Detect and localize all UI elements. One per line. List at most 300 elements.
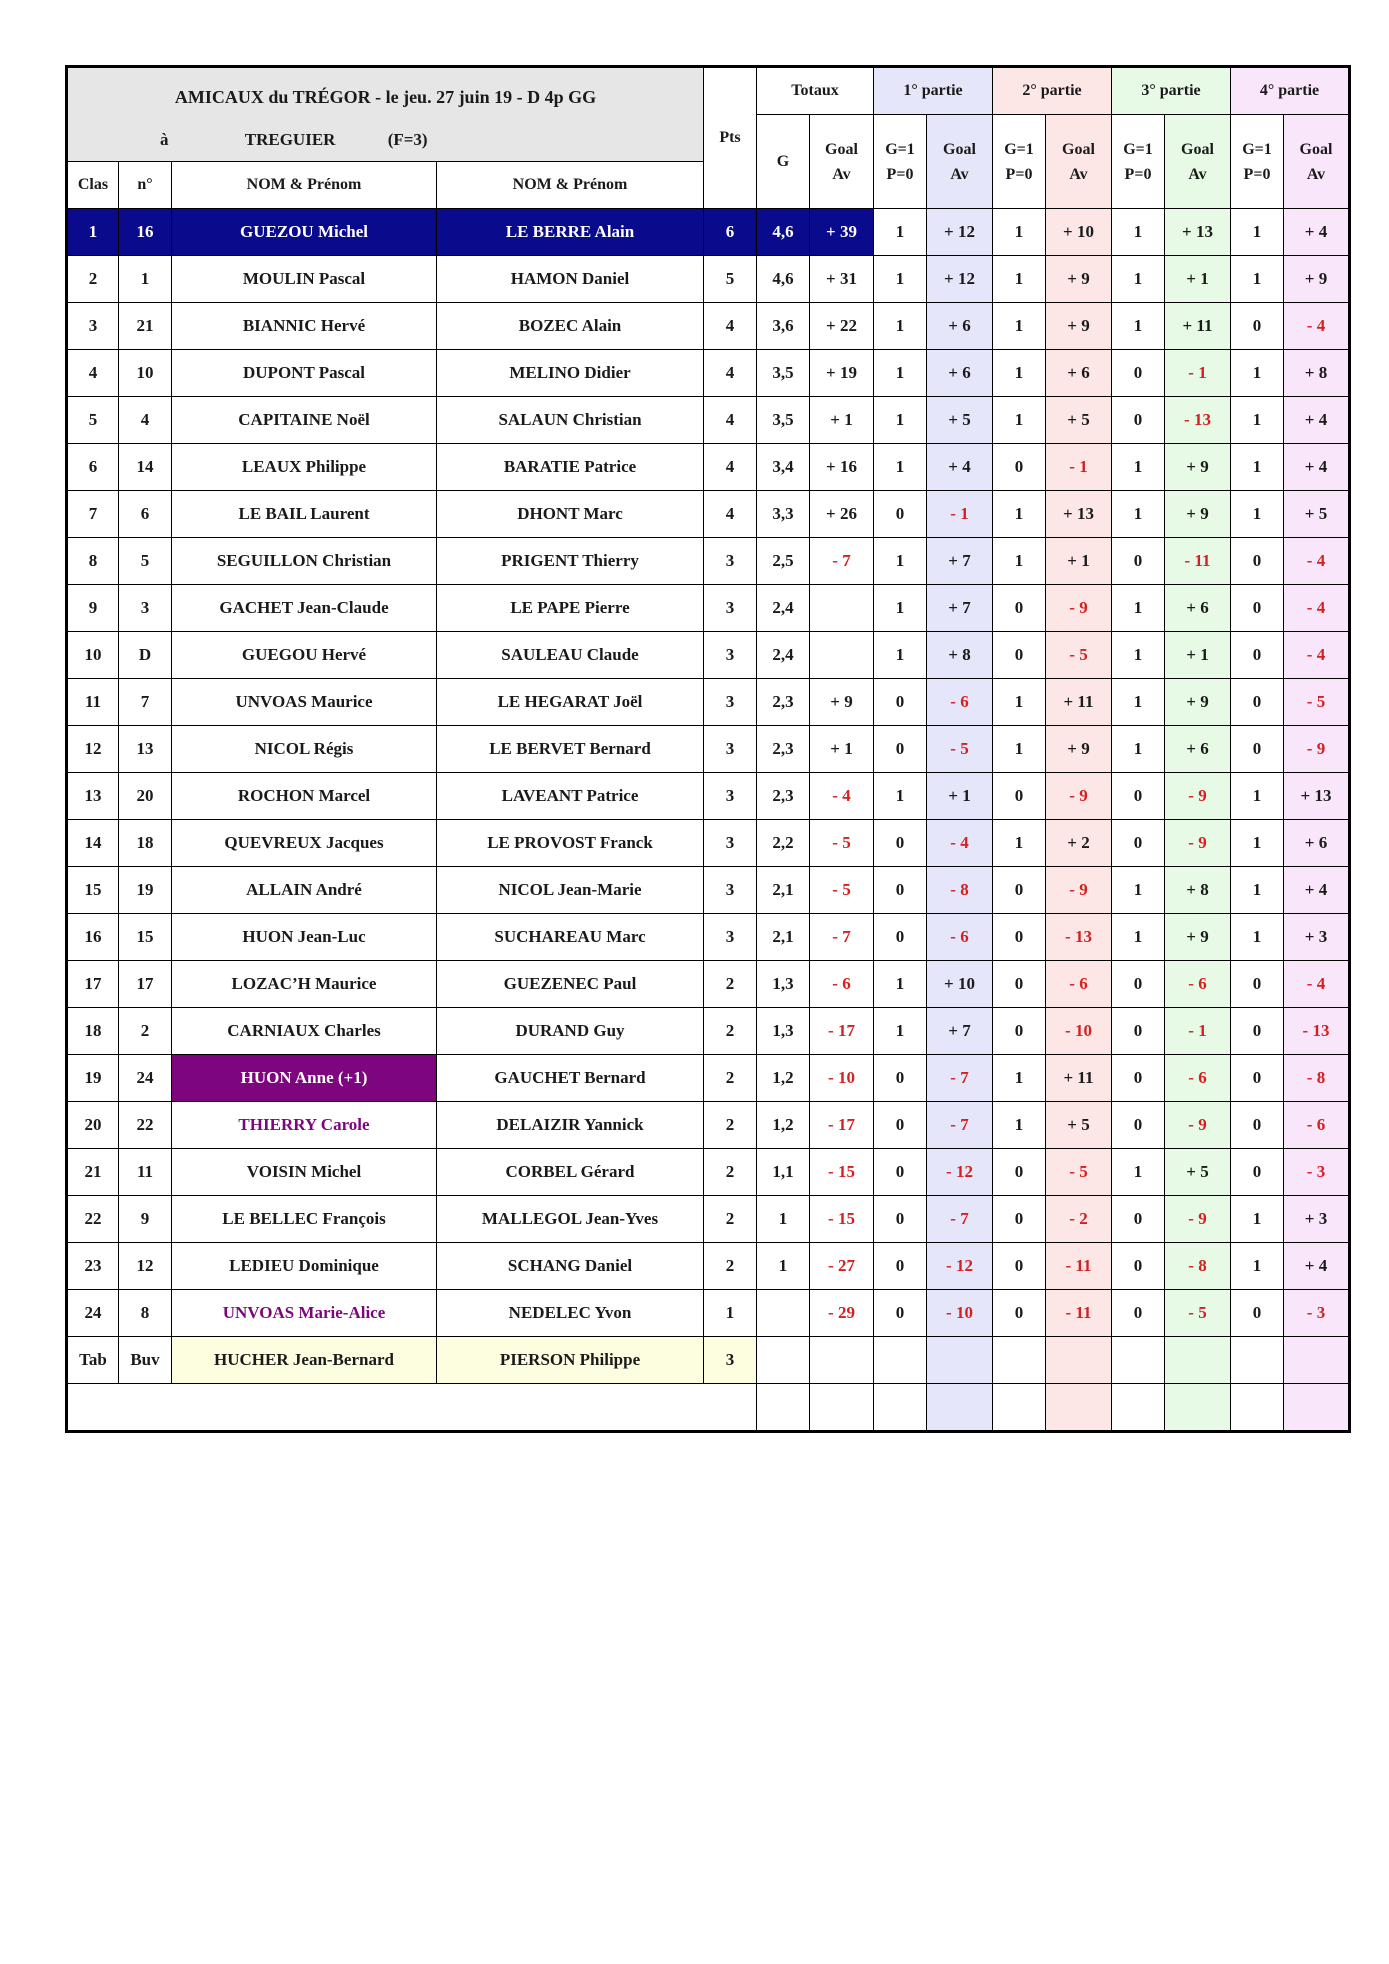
empty-cell — [1046, 1384, 1112, 1432]
partie4-result: 0 — [1231, 538, 1284, 585]
partie4-goal: + 4 — [1284, 444, 1350, 491]
partie4-result: 0 — [1231, 632, 1284, 679]
partie1-result: 1 — [874, 538, 927, 585]
player1-name: LOZAC’H Maurice — [172, 961, 437, 1008]
goal-average-cell: - 27 — [810, 1243, 874, 1290]
partie3-result: 0 — [1112, 820, 1165, 867]
player2-name: DELAIZIR Yannick — [437, 1102, 704, 1149]
partie1-result: 0 — [874, 914, 927, 961]
partie3-goal: + 1 — [1165, 256, 1231, 303]
goal-average-cell: + 9 — [810, 679, 874, 726]
partie2-goal: + 5 — [1046, 1102, 1112, 1149]
rank-cell: 10 — [67, 632, 119, 679]
partie4-result: 0 — [1231, 585, 1284, 632]
partie3-result: 0 — [1112, 773, 1165, 820]
partie4-goal: + 4 — [1284, 397, 1350, 444]
goal-average-cell: + 16 — [810, 444, 874, 491]
partie3-result: 0 — [1112, 1290, 1165, 1337]
partie2-goal: - 9 — [1046, 773, 1112, 820]
g-cell: 3,5 — [757, 397, 810, 444]
goal-header: Goal Av — [810, 115, 874, 209]
player1-name: CARNIAUX Charles — [172, 1008, 437, 1055]
partie3-goal: - 9 — [1165, 773, 1231, 820]
partie1-result: 0 — [874, 1102, 927, 1149]
partie1-result: 1 — [874, 256, 927, 303]
partie3-goal: - 9 — [1165, 1102, 1231, 1149]
number-cell: 22 — [119, 1102, 172, 1149]
partie2-result: 1 — [993, 538, 1046, 585]
g-cell: 2,5 — [757, 538, 810, 585]
partie1-goal: + 1 — [927, 773, 993, 820]
partie2-result: 0 — [993, 867, 1046, 914]
number-cell: 5 — [119, 538, 172, 585]
footer-player1: HUCHER Jean-Bernard — [172, 1337, 437, 1384]
partie1-result: 0 — [874, 1243, 927, 1290]
partie2-result: 1 — [993, 726, 1046, 773]
partie3-goal: - 9 — [1165, 820, 1231, 867]
goal-average-cell: - 5 — [810, 867, 874, 914]
player2-name: SUCHAREAU Marc — [437, 914, 704, 961]
rank-cell: 9 — [67, 585, 119, 632]
partie4-result: 1 — [1231, 256, 1284, 303]
player1-name: CAPITAINE Noël — [172, 397, 437, 444]
table-row — [67, 632, 1350, 679]
partie4-result: 1 — [1231, 867, 1284, 914]
partie3-result: 0 — [1112, 1196, 1165, 1243]
g-cell: 3,4 — [757, 444, 810, 491]
number-cell: 17 — [119, 961, 172, 1008]
table-row — [67, 1149, 1350, 1196]
partie2-goal: - 11 — [1046, 1290, 1112, 1337]
g-cell: 2,4 — [757, 585, 810, 632]
table-row — [67, 350, 1350, 397]
partie2-result: 1 — [993, 303, 1046, 350]
table-row — [67, 1008, 1350, 1055]
partie4-result: 1 — [1231, 1196, 1284, 1243]
goal-average-cell: + 26 — [810, 491, 874, 538]
g-cell: 2,2 — [757, 820, 810, 867]
partie2-goal: - 2 — [1046, 1196, 1112, 1243]
empty-cell — [1284, 1384, 1350, 1432]
partie2-goal: - 9 — [1046, 585, 1112, 632]
player2-name: LE HEGARAT Joël — [437, 679, 704, 726]
player1-name: LE BAIL Laurent — [172, 491, 437, 538]
points-cell: 2 — [704, 1102, 757, 1149]
player1-name: LEDIEU Dominique — [172, 1243, 437, 1290]
partie2-result: 1 — [993, 679, 1046, 726]
partie2-goal: + 11 — [1046, 679, 1112, 726]
partie4-goal: - 4 — [1284, 303, 1350, 350]
partie1-goal: + 8 — [927, 632, 993, 679]
number-cell: D — [119, 632, 172, 679]
partie2-header: 2° partie — [993, 67, 1112, 115]
table-row — [67, 538, 1350, 585]
table-row — [67, 867, 1350, 914]
partie3-result: 1 — [1112, 867, 1165, 914]
player1-name: VOISIN Michel — [172, 1149, 437, 1196]
partie3-goal: + 1 — [1165, 632, 1231, 679]
partie2-goal: + 9 — [1046, 256, 1112, 303]
partie3-header: 3° partie — [1112, 67, 1231, 115]
totaux-header: Totaux — [757, 67, 874, 115]
partie1-goal: + 6 — [927, 350, 993, 397]
rank-cell: 24 — [67, 1290, 119, 1337]
partie1-goal: - 1 — [927, 491, 993, 538]
number-cell: 1 — [119, 256, 172, 303]
partie2-goal: - 13 — [1046, 914, 1112, 961]
goal-average-cell: - 17 — [810, 1102, 874, 1149]
partie4-goal: + 4 — [1284, 867, 1350, 914]
points-cell: 6 — [704, 209, 757, 256]
partie4-result: 0 — [1231, 1102, 1284, 1149]
partie3-result: 0 — [1112, 961, 1165, 1008]
g-header: G — [757, 115, 810, 209]
rank-cell: 19 — [67, 1055, 119, 1102]
player2-name: DURAND Guy — [437, 1008, 704, 1055]
empty-cell — [927, 1337, 993, 1384]
partie2-goal: + 6 — [1046, 350, 1112, 397]
rank-cell: 14 — [67, 820, 119, 867]
player2-name: LE BERRE Alain — [437, 209, 704, 256]
goal-average-cell: + 31 — [810, 256, 874, 303]
partie3-result: 0 — [1112, 1055, 1165, 1102]
partie4-result: 1 — [1231, 1243, 1284, 1290]
rank-cell: 18 — [67, 1008, 119, 1055]
player1-name: THIERRY Carole — [172, 1102, 437, 1149]
points-cell: 2 — [704, 961, 757, 1008]
p3-gp-header: G=1 P=0 — [1112, 115, 1165, 209]
partie4-result: 1 — [1231, 444, 1284, 491]
number-cell: 9 — [119, 1196, 172, 1243]
empty-cell — [757, 1337, 810, 1384]
title-block — [67, 67, 704, 162]
rank-cell: 3 — [67, 303, 119, 350]
number-cell: 2 — [119, 1008, 172, 1055]
partie4-result: 1 — [1231, 491, 1284, 538]
page-title: AMICAUX du TRÉGOR - le jeu. 27 juin 19 - D 4p GG — [174, 87, 597, 107]
g-cell: 1 — [757, 1243, 810, 1290]
partie1-result: 1 — [874, 303, 927, 350]
player1-name: NICOL Régis — [172, 726, 437, 773]
partie3-goal: + 5 — [1165, 1149, 1231, 1196]
number-cell: 3 — [119, 585, 172, 632]
partie2-goal: + 11 — [1046, 1055, 1112, 1102]
partie1-goal: - 4 — [927, 820, 993, 867]
partie3-result: 0 — [1112, 1102, 1165, 1149]
goal-average-cell: - 4 — [810, 773, 874, 820]
nom1-header: NOM & Prénom — [172, 162, 437, 209]
g-cell: 4,6 — [757, 256, 810, 303]
partie2-result: 0 — [993, 1243, 1046, 1290]
partie4-header: 4° partie — [1231, 67, 1350, 115]
partie2-goal: - 10 — [1046, 1008, 1112, 1055]
rank-cell: 12 — [67, 726, 119, 773]
partie3-result: 1 — [1112, 914, 1165, 961]
empty-row — [67, 1384, 1350, 1432]
partie2-goal: + 2 — [1046, 820, 1112, 867]
partie1-goal: - 6 — [927, 914, 993, 961]
partie4-result: 0 — [1231, 1290, 1284, 1337]
goal-average-cell — [810, 585, 874, 632]
number-cell: 19 — [119, 867, 172, 914]
partie2-goal: - 5 — [1046, 632, 1112, 679]
partie2-goal: + 13 — [1046, 491, 1112, 538]
points-cell: 3 — [704, 538, 757, 585]
points-cell: 4 — [704, 491, 757, 538]
g-cell — [757, 1290, 810, 1337]
player1-name: SEGUILLON Christian — [172, 538, 437, 585]
g-cell: 4,6 — [757, 209, 810, 256]
number-cell: 7 — [119, 679, 172, 726]
partie1-result: 1 — [874, 209, 927, 256]
partie3-result: 1 — [1112, 585, 1165, 632]
partie3-goal: - 1 — [1165, 350, 1231, 397]
partie4-result: 1 — [1231, 350, 1284, 397]
table-row — [67, 491, 1350, 538]
number-cell: 10 — [119, 350, 172, 397]
empty-cell — [1165, 1337, 1231, 1384]
goal-average-cell: - 7 — [810, 914, 874, 961]
player1-name: BIANNIC Hervé — [172, 303, 437, 350]
partie3-goal: + 13 — [1165, 209, 1231, 256]
table-row — [67, 303, 1350, 350]
table-row — [67, 914, 1350, 961]
partie3-result: 1 — [1112, 444, 1165, 491]
g-cell: 2,1 — [757, 867, 810, 914]
player2-name: SALAUN Christian — [437, 397, 704, 444]
player1-name: GUEZOU Michel — [172, 209, 437, 256]
partie1-result: 1 — [874, 397, 927, 444]
partie2-result: 1 — [993, 1102, 1046, 1149]
table-row — [67, 1196, 1350, 1243]
points-cell: 2 — [704, 1008, 757, 1055]
points-cell: 2 — [704, 1243, 757, 1290]
player1-name: MOULIN Pascal — [172, 256, 437, 303]
partie2-result: 0 — [993, 773, 1046, 820]
table-row — [67, 1243, 1350, 1290]
goal-average-cell: - 6 — [810, 961, 874, 1008]
partie2-result: 0 — [993, 1290, 1046, 1337]
goal-average-cell: + 1 — [810, 726, 874, 773]
partie1-goal: - 12 — [927, 1149, 993, 1196]
rank-cell: 23 — [67, 1243, 119, 1290]
partie2-goal: + 1 — [1046, 538, 1112, 585]
partie4-goal: + 6 — [1284, 820, 1350, 867]
partie1-goal: - 6 — [927, 679, 993, 726]
partie1-goal: + 6 — [927, 303, 993, 350]
rank-cell: 21 — [67, 1149, 119, 1196]
rank-cell: 8 — [67, 538, 119, 585]
partie2-result: 1 — [993, 397, 1046, 444]
partie2-result: 1 — [993, 1055, 1046, 1102]
player2-name: LE BERVET Bernard — [437, 726, 704, 773]
number-cell: 12 — [119, 1243, 172, 1290]
player2-name: GUEZENEC Paul — [437, 961, 704, 1008]
rank-cell: 17 — [67, 961, 119, 1008]
table-row — [67, 256, 1350, 303]
partie2-result: 0 — [993, 1008, 1046, 1055]
partie4-goal: + 3 — [1284, 914, 1350, 961]
table-row — [67, 444, 1350, 491]
points-cell: 3 — [704, 773, 757, 820]
partie4-result: 0 — [1231, 1008, 1284, 1055]
points-cell: 3 — [704, 726, 757, 773]
partie2-goal: - 11 — [1046, 1243, 1112, 1290]
partie3-goal: - 11 — [1165, 538, 1231, 585]
partie3-goal: - 6 — [1165, 1055, 1231, 1102]
g-cell: 2,1 — [757, 914, 810, 961]
partie2-result: 0 — [993, 1149, 1046, 1196]
player1-name: HUON Jean-Luc — [172, 914, 437, 961]
p4-goal-header: Goal Av — [1284, 115, 1350, 209]
g-cell: 2,3 — [757, 773, 810, 820]
p2-goal-header: Goal Av — [1046, 115, 1112, 209]
rank-cell: 11 — [67, 679, 119, 726]
partie2-result: 1 — [993, 209, 1046, 256]
partie3-goal: + 9 — [1165, 679, 1231, 726]
rank-cell: 20 — [67, 1102, 119, 1149]
number-cell: 16 — [119, 209, 172, 256]
player1-name: HUON Anne (+1) — [172, 1055, 437, 1102]
partie1-result: 1 — [874, 773, 927, 820]
g-cell: 1,1 — [757, 1149, 810, 1196]
player1-name: GUEGOU Hervé — [172, 632, 437, 679]
partie1-result: 0 — [874, 1196, 927, 1243]
empty-cell — [757, 1384, 810, 1432]
location-name: TREGUIER — [244, 130, 336, 149]
pts-header: Pts — [704, 67, 757, 209]
partie3-goal: + 6 — [1165, 726, 1231, 773]
partie1-result: 1 — [874, 444, 927, 491]
partie4-goal: - 13 — [1284, 1008, 1350, 1055]
player2-name: LAVEANT Patrice — [437, 773, 704, 820]
partie4-goal: - 6 — [1284, 1102, 1350, 1149]
partie4-goal: + 3 — [1284, 1196, 1350, 1243]
partie3-result: 1 — [1112, 256, 1165, 303]
partie1-goal: + 7 — [927, 538, 993, 585]
player2-name: BOZEC Alain — [437, 303, 704, 350]
partie2-goal: + 5 — [1046, 397, 1112, 444]
partie3-result: 0 — [1112, 1008, 1165, 1055]
goal-average-cell: - 10 — [810, 1055, 874, 1102]
partie1-result: 1 — [874, 961, 927, 1008]
player2-name: PRIGENT Thierry — [437, 538, 704, 585]
partie1-result: 0 — [874, 1149, 927, 1196]
g-cell: 3,5 — [757, 350, 810, 397]
number-cell: 24 — [119, 1055, 172, 1102]
partie4-goal: + 4 — [1284, 1243, 1350, 1290]
partie1-result: 0 — [874, 820, 927, 867]
number-cell: 14 — [119, 444, 172, 491]
partie2-result: 0 — [993, 914, 1046, 961]
partie1-goal: - 5 — [927, 726, 993, 773]
partie4-result: 0 — [1231, 961, 1284, 1008]
partie3-result: 1 — [1112, 209, 1165, 256]
points-cell: 2 — [704, 1196, 757, 1243]
partie4-goal: - 9 — [1284, 726, 1350, 773]
partie1-result: 0 — [874, 726, 927, 773]
footer-player2: PIERSON Philippe — [437, 1337, 704, 1384]
partie2-goal: - 9 — [1046, 867, 1112, 914]
partie3-result: 1 — [1112, 679, 1165, 726]
table-row — [67, 773, 1350, 820]
partie1-result: 0 — [874, 867, 927, 914]
footer-row — [67, 1337, 1350, 1384]
partie1-goal: + 12 — [927, 209, 993, 256]
points-cell: 2 — [704, 1149, 757, 1196]
partie1-result: 1 — [874, 585, 927, 632]
rank-cell: 6 — [67, 444, 119, 491]
p4-gp-header: G=1 P=0 — [1231, 115, 1284, 209]
partie1-goal: - 10 — [927, 1290, 993, 1337]
goal-average-cell: - 15 — [810, 1196, 874, 1243]
partie4-goal: + 8 — [1284, 350, 1350, 397]
player1-name: DUPONT Pascal — [172, 350, 437, 397]
goal-average-cell: - 29 — [810, 1290, 874, 1337]
partie2-result: 1 — [993, 256, 1046, 303]
partie3-result: 1 — [1112, 491, 1165, 538]
player2-name: MELINO Didier — [437, 350, 704, 397]
buv-label: Buv — [119, 1337, 172, 1384]
number-cell: 11 — [119, 1149, 172, 1196]
points-cell: 4 — [704, 350, 757, 397]
partie3-result: 0 — [1112, 397, 1165, 444]
points-cell: 3 — [704, 632, 757, 679]
partie2-goal: - 5 — [1046, 1149, 1112, 1196]
partie4-goal: - 4 — [1284, 632, 1350, 679]
partie4-goal: + 9 — [1284, 256, 1350, 303]
player2-name: MALLEGOL Jean-Yves — [437, 1196, 704, 1243]
partie1-goal: - 7 — [927, 1055, 993, 1102]
tab-label: Tab — [67, 1337, 119, 1384]
partie3-result: 1 — [1112, 632, 1165, 679]
table-row — [67, 397, 1350, 444]
partie4-result: 0 — [1231, 679, 1284, 726]
table-row — [67, 209, 1350, 256]
rank-cell: 7 — [67, 491, 119, 538]
p1-goal-header: Goal Av — [927, 115, 993, 209]
table-row — [67, 961, 1350, 1008]
rank-cell: 15 — [67, 867, 119, 914]
points-cell: 4 — [704, 397, 757, 444]
partie2-result: 1 — [993, 491, 1046, 538]
nom2-header: NOM & Prénom — [437, 162, 704, 209]
partie1-goal: - 8 — [927, 867, 993, 914]
partie1-result: 1 — [874, 350, 927, 397]
rank-cell: 2 — [67, 256, 119, 303]
partie1-result: 0 — [874, 491, 927, 538]
num-header: n° — [119, 162, 172, 209]
empty-cell — [1112, 1337, 1165, 1384]
empty-cell — [993, 1384, 1046, 1432]
table-row — [67, 726, 1350, 773]
table-row — [67, 679, 1350, 726]
rank-cell: 5 — [67, 397, 119, 444]
empty-cell — [874, 1384, 927, 1432]
partie4-goal: - 8 — [1284, 1055, 1350, 1102]
partie4-goal: - 4 — [1284, 538, 1350, 585]
partie2-goal: + 9 — [1046, 303, 1112, 350]
partie2-goal: - 6 — [1046, 961, 1112, 1008]
partie3-goal: - 9 — [1165, 1196, 1231, 1243]
g-cell: 2,3 — [757, 679, 810, 726]
partie4-result: 1 — [1231, 397, 1284, 444]
table-row — [67, 1055, 1350, 1102]
goal-average-cell: - 5 — [810, 820, 874, 867]
rank-cell: 1 — [67, 209, 119, 256]
g-cell: 1,2 — [757, 1102, 810, 1149]
g-cell: 1,2 — [757, 1055, 810, 1102]
